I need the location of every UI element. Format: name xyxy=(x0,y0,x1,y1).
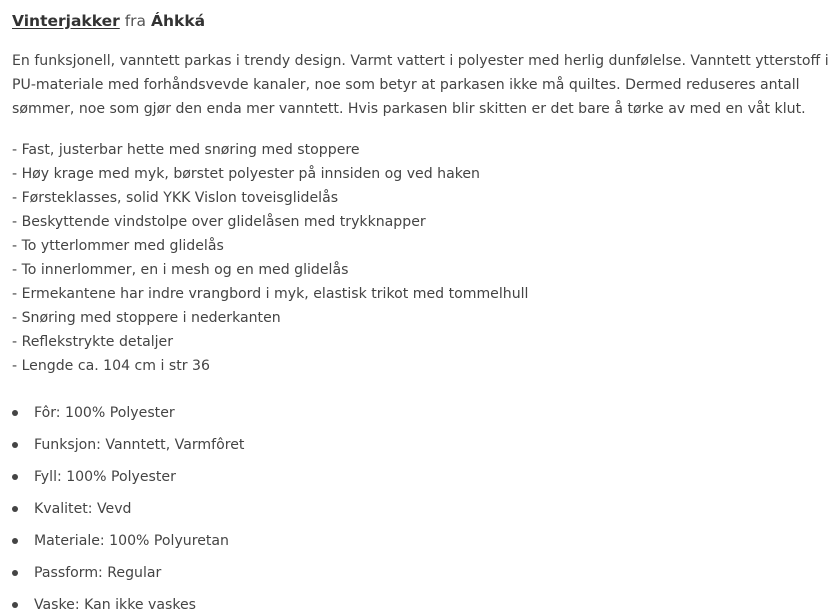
spec-item xyxy=(12,561,244,593)
feature-item: - Reflekstrykte detaljer xyxy=(12,334,174,350)
spec-list xyxy=(12,401,244,612)
spec-item xyxy=(12,593,244,612)
product-description-page xyxy=(12,0,839,612)
product-title xyxy=(12,10,205,32)
spec-text: Fyll: 100% Polyester xyxy=(34,469,176,485)
category-link[interactable]: Vinterjakker xyxy=(12,12,120,30)
bullet-icon xyxy=(12,506,18,512)
bullet-icon xyxy=(12,410,18,416)
feature-item: - Høy krage med myk, børstet polyester på innsiden og ved haken xyxy=(12,166,480,182)
spec-item xyxy=(12,529,244,561)
spec-item xyxy=(12,401,244,433)
bullet-icon xyxy=(12,442,18,448)
spec-text: Kvalitet: Vevd xyxy=(34,501,132,517)
title-connector: fra xyxy=(124,12,147,30)
feature-item: - Førsteklasses, solid YKK Vislon toveisglidelås xyxy=(12,190,339,206)
feature-item: - Beskyttende vindstolpe over glidelåsen med trykknapper xyxy=(12,214,426,230)
description-line: PU-materiale med forhåndsvevde kanaler, noe som betyr at parkasen ikke må quiltes. Dermed reduseres antall xyxy=(12,77,800,93)
spec-item xyxy=(12,433,244,465)
spec-text: Materiale: 100% Polyuretan xyxy=(34,533,229,549)
description-line: sømmer, noe som gjør den enda mer vanntett. Hvis parkasen blir skitten er det bare å tørke av med en våt klut. xyxy=(12,101,806,117)
spec-text: Funksjon: Vanntett, Varmfôret xyxy=(34,437,245,453)
feature-item: - Lengde ca. 104 cm i str 36 xyxy=(12,358,210,374)
spec-text: Vaske: Kan ikke vaskes xyxy=(34,597,197,612)
spec-item xyxy=(12,465,244,497)
product-description xyxy=(12,49,839,121)
feature-item: - To ytterlommer med glidelås xyxy=(12,238,224,254)
feature-item: - Snøring med stoppere i nederkanten xyxy=(12,310,281,326)
feature-item: - Ermekantene har indre vrangbord i myk, elastisk trikot med tommelhull xyxy=(12,286,529,302)
bullet-icon xyxy=(12,538,18,544)
description-line: En funksjonell, vanntett parkas i trendy design. Varmt vattert i polyester med herlig dunfølelse. Vanntett ytterstoff i xyxy=(12,53,829,69)
bullet-icon xyxy=(12,602,18,608)
feature-item: - To innerlommer, en i mesh og en med glidelås xyxy=(12,262,349,278)
feature-list xyxy=(12,138,528,378)
bullet-icon xyxy=(12,570,18,576)
feature-item: - Fast, justerbar hette med snøring med stoppere xyxy=(12,142,360,158)
spec-text: Passform: Regular xyxy=(34,565,162,581)
brand-name: Áhkká xyxy=(150,12,206,30)
bullet-icon xyxy=(12,474,18,480)
spec-item xyxy=(12,497,244,529)
spec-text: Fôr: 100% Polyester xyxy=(34,405,175,421)
